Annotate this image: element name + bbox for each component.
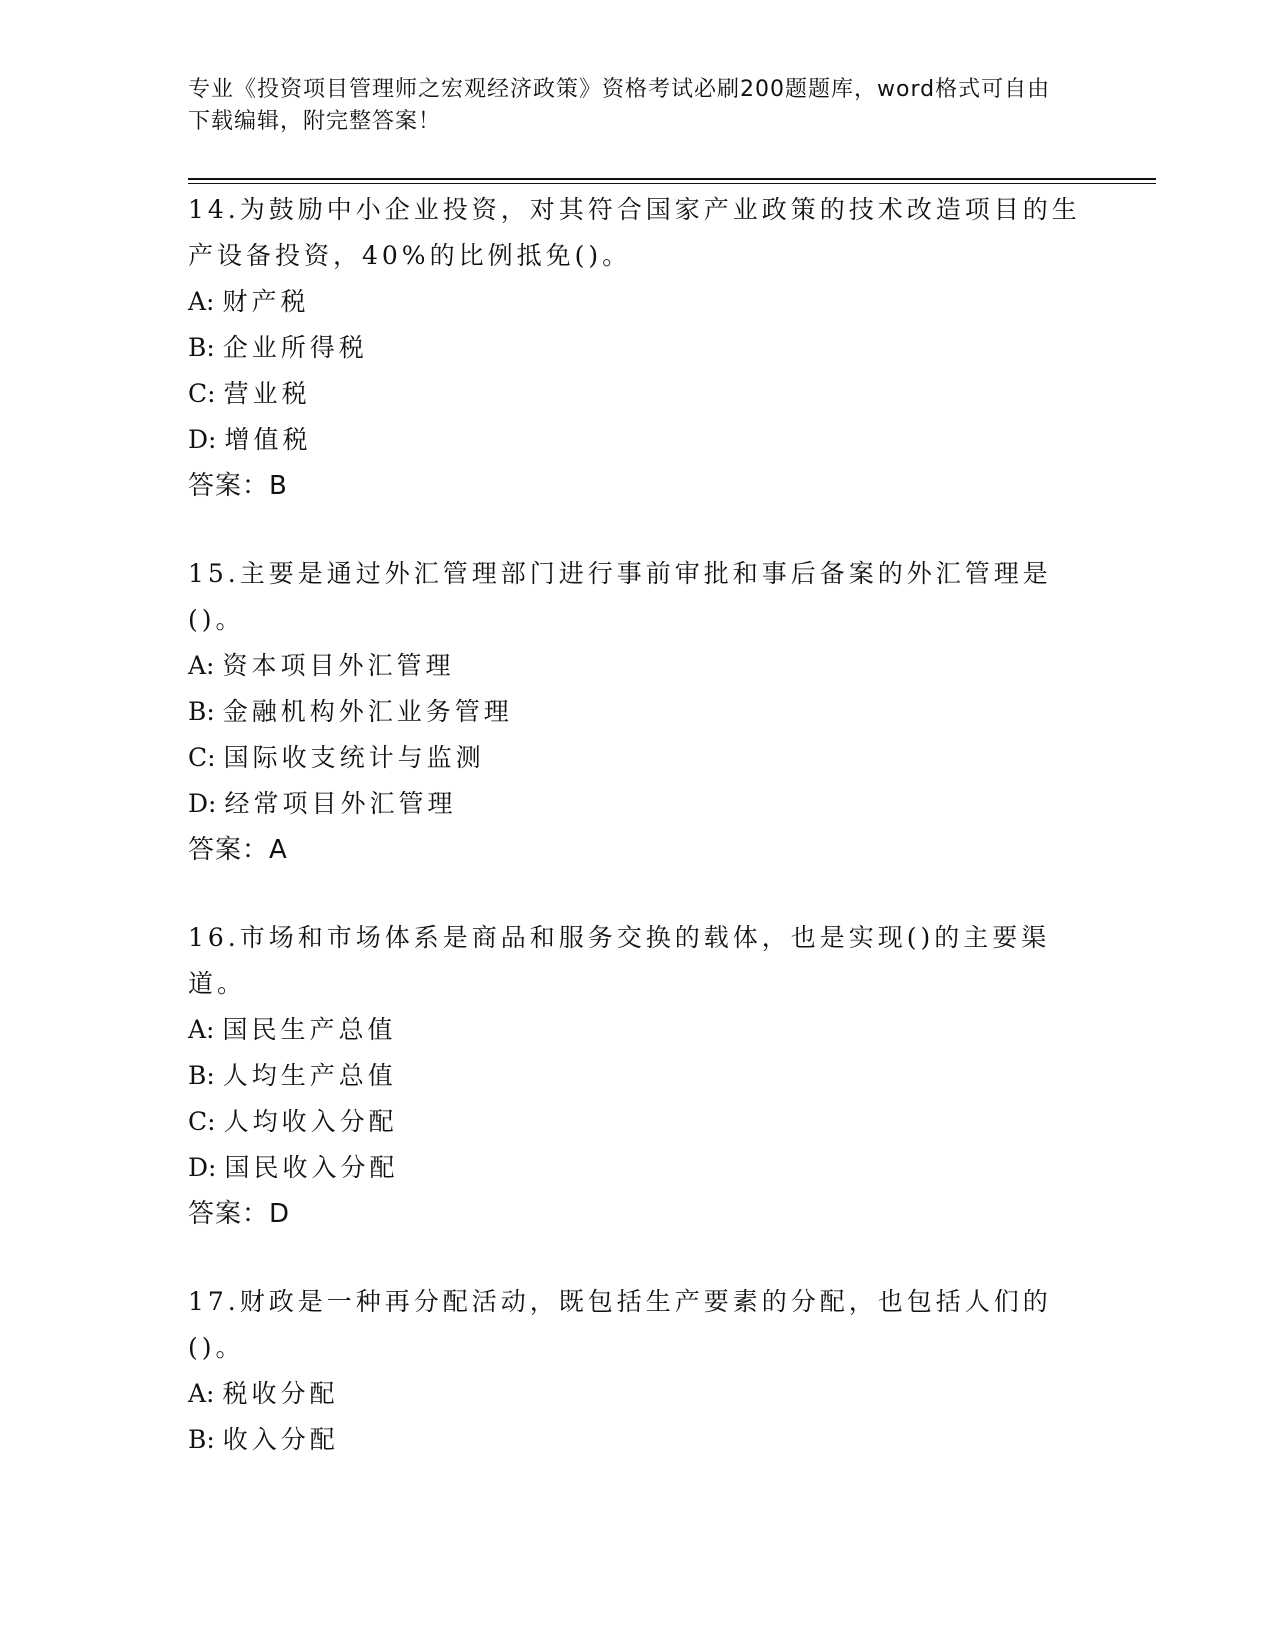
option-letter: B: [188,1425,215,1454]
option-text: 国际收支统计与监测 [223,743,485,772]
option-text: 经常项目外汇管理 [224,789,457,818]
option-letter: A: [188,1015,215,1044]
option-text: 税收分配 [222,1379,339,1408]
question-16 [188,915,1088,1237]
option-letter: A: [188,287,215,316]
option-text: 增值税 [224,425,312,454]
question-stem: 16.市场和市场体系是商品和服务交换的载体，也是实现()的主要渠道。 [188,923,1051,998]
option-text: 国民生产总值 [222,1015,397,1044]
option-letter: D: [188,425,217,454]
option-text: 人均生产总值 [222,1061,397,1090]
option-c [188,1099,1088,1145]
option-letter: C: [188,379,216,408]
option-text: 人均收入分配 [223,1107,398,1136]
option-letter: A: [188,651,215,680]
question-14 [188,187,1088,509]
question-stem: 15.主要是通过外汇管理部门进行事前审批和事后备案的外汇管理是()。 [188,559,1052,634]
option-d [188,417,1088,463]
option-b [188,325,1088,371]
option-letter: A: [188,1379,215,1408]
header-rule-thin [188,183,1156,184]
option-text: 资本项目外汇管理 [222,651,455,680]
option-d [188,781,1088,827]
document-header: 专业《投资项目管理师之宏观经济政策》资格考试必刷200题题库，word格式可自由下载编辑，附完整答案！ [188,77,1051,134]
option-b [188,1053,1088,1099]
option-a [188,643,1088,689]
option-a [188,1007,1088,1053]
question-15 [188,551,1088,873]
answer: 答案：B [188,471,288,501]
option-text: 收入分配 [222,1425,339,1454]
question-17 [188,1279,1088,1463]
option-d [188,1145,1088,1191]
option-a [188,1371,1088,1417]
option-letter: B: [188,697,215,726]
option-b [188,1417,1088,1463]
option-b [188,689,1088,735]
option-letter: B: [188,1061,215,1090]
header-rule-thick [188,178,1156,180]
option-a [188,279,1088,325]
question-stem: 17.财政是一种再分配活动，既包括生产要素的分配，也包括人们的()。 [188,1287,1052,1362]
option-text: 金融机构外汇业务管理 [222,697,513,726]
option-letter: D: [188,789,217,818]
option-c [188,371,1088,417]
option-letter: C: [188,743,216,772]
option-letter: C: [188,1107,216,1136]
option-text: 财产税 [222,287,310,316]
option-text: 国民收入分配 [224,1153,399,1182]
option-letter: D: [188,1153,217,1182]
option-text: 营业税 [223,379,311,408]
option-c [188,735,1088,781]
answer: 答案：D [188,1199,291,1229]
option-letter: B: [188,333,215,362]
answer: 答案：A [188,835,288,865]
option-text: 企业所得税 [222,333,368,362]
question-stem: 14.为鼓励中小企业投资，对其符合国家产业政策的技术改造项目的生产设备投资，40%的比例抵免()。 [188,195,1081,270]
